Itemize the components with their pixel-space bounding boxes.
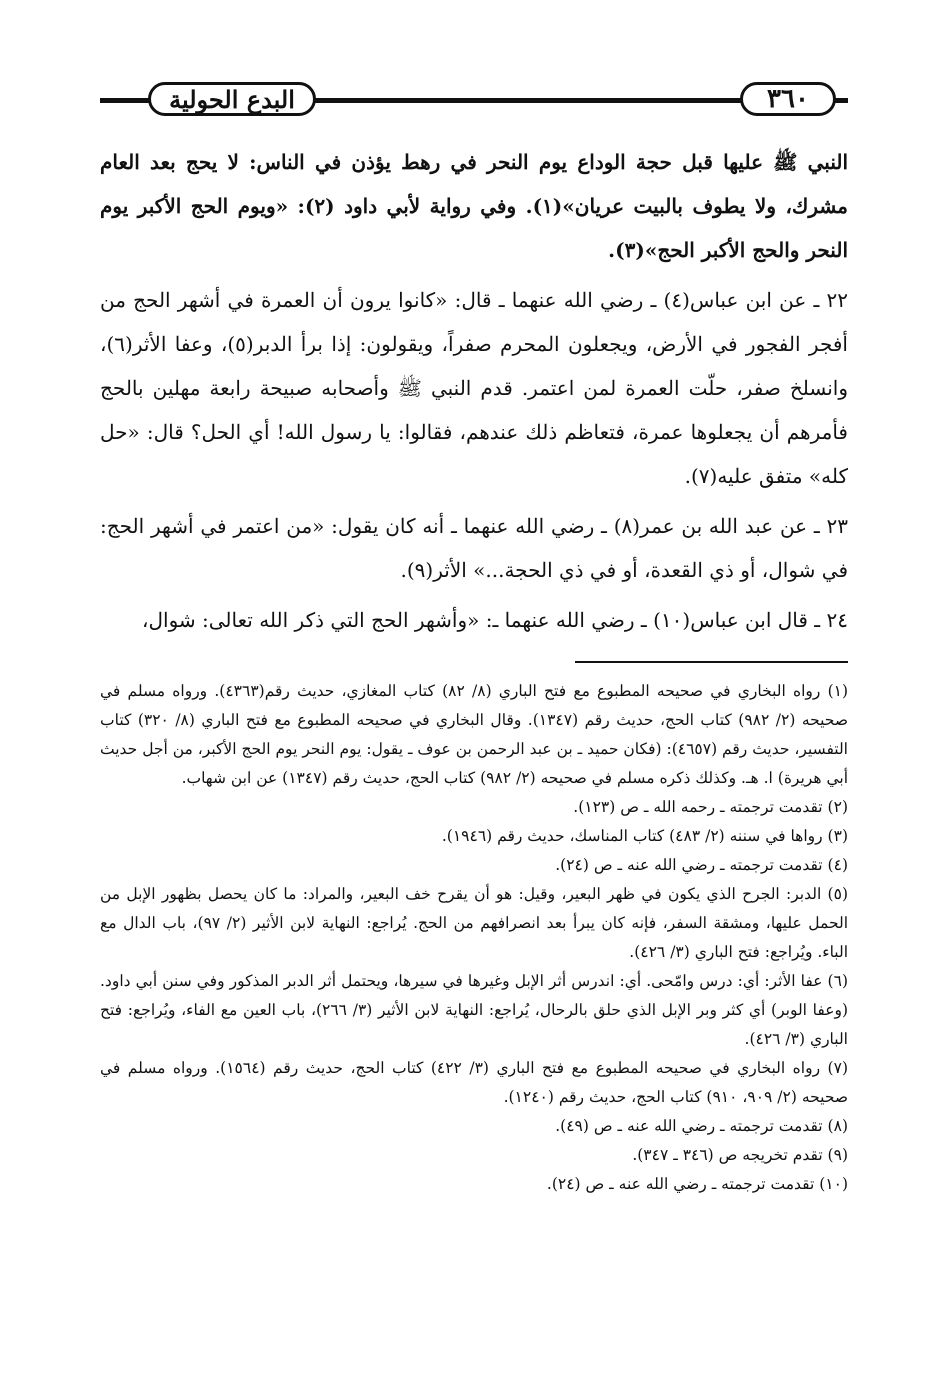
footnote-4: (٤) تقدمت ترجمته ـ رضي الله عنه ـ ص (٢٤).: [555, 856, 848, 874]
footnote-1: (١) رواه البخاري في صحيحه المطبوع مع فتح الباري (٨/ ٨٢) كتاب المغازي، حديث رقم(٤٣٦٣). ورواه مسلم في صحيحه (٢/ ٩٨٢) كتاب الحج، حديث رقم (١٣٤٧). وقال البخاري في صحيحه المطبوع مع فتح الباري (٨/ ٣٢٠) كتاب التفسير، حديث رقم (٤٦٥٧): (فكان حميد ـ بن عبد الرحمن بن عوف ـ يقول: يوم النحر يوم الحج الأكبر، من أجل حديث أبي هريرة) ا. هـ. وكذلك ذكره مسلم في صحيحه (٢/ ٩٨٢) كتاب الحج، حديث رقم (١٣٤٧) عن ابن شهاب.: [100, 682, 849, 787]
footnote-8: (٨) تقدمت ترجمته ـ رضي الله عنه ـ ص (٤٩).: [555, 1117, 848, 1135]
book-title: البدع الحولية: [148, 82, 316, 116]
paragraph-23: ٢٣ ـ عن عبد الله بن عمر(٨) ـ رضي الله عنهما ـ أنه كان يقول: «من اعتمر في أشهر الحج: في شوال، أو ذي القعدة، أو في ذي الحجة...» الأثر(٩).: [100, 514, 848, 582]
footnote-6: (٦) عفا الأثر: أي: درس وامّحى. أي: اندرس أثر الإبل وغيرها في سيرها، ويحتمل أثر الدبر المذكور وفي سنن أبي داود. (وعفا الوبر) أي كثر وبر الإبل الذي حلق بالرحال، يُراجع: النهاية لابن الأثير (٣/ ٢٦٦)، باب العين مع الفاء، ويُراجع: فتح الباري (٣/ ٤٢٦).: [100, 972, 849, 1048]
footnote-10: (١٠) تقدمت ترجمته ـ رضي الله عنه ـ ص (٢٤).: [546, 1175, 848, 1193]
footnote-2: (٢) تقدمت ترجمته ـ رحمه الله ـ ص (١٢٣).: [573, 798, 848, 816]
footnotes: [100, 677, 848, 1199]
footnote-3: (٣) رواها في سننه (٢/ ٤٨٣) كتاب المناسك، حديث رقم (١٩٤٦).: [441, 827, 848, 845]
page-number: ٣٦٠: [740, 82, 836, 116]
paragraph-continuation: النبي ﷺ عليها قبل حجة الوداع يوم النحر في رهط يؤذن في الناس: لا يحج بعد العام مشرك، ولا يطوف بالبيت عريان»(١). وفي رواية لأبي داود (٢): «ويوم الحج الأكبر يوم النحر والحج الأكبر الحج»(٣).: [100, 150, 848, 262]
footnote-separator: [575, 661, 848, 663]
running-header: [100, 80, 848, 122]
main-text: [100, 140, 848, 642]
paragraph-22: ٢٢ ـ عن ابن عباس(٤) ـ رضي الله عنهما ـ قال: «كانوا يرون أن العمرة في أشهر الحج من أفجر الفجور في الأرض، ويجعلون المحرم صفراً، ويقولون: إذا برأ الدبر(٥)، وعفا الأثر(٦)، وانسلخ صفر، حلّت العمرة لمن اعتمر. قدم النبي ﷺ وأصحابه صبيحة رابعة مهلين بالحج فأمرهم أن يجعلوها عمرة، فتعاظم ذلك عندهم، فقالوا: يا رسول الله! أي الحل؟ قال: «حل كله» متفق عليه(٧).: [100, 288, 849, 488]
paragraph-24: ٢٤ ـ قال ابن عباس(١٠) ـ رضي الله عنهما ـ: «وأشهر الحج التي ذكر الله تعالى: شوال،: [142, 608, 848, 632]
footnote-7: (٧) رواه البخاري في صحيحه المطبوع مع فتح الباري (٣/ ٤٢٢) كتاب الحج، حديث رقم (١٥٦٤). ورواه مسلم في صحيحه (٢/ ٩٠٩، ٩١٠) كتاب الحج، حديث رقم (١٢٤٠).: [100, 1059, 848, 1106]
footnote-5: (٥) الدبر: الجرح الذي يكون في ظهر البعير، وقيل: هو أن يقرح خف البعير، والمراد: ما كان يحصل بظهور الإبل من الحمل عليها، ومشقة السفر، فإنه كان يبرأ بعد انصرافهم من الحج. يُراجع: النهاية لابن الأثير (٢/ ٩٧)، باب الدال مع الباء. ويُراجع: فتح الباري (٣/ ٤٢٦).: [100, 885, 849, 961]
footnote-9: (٩) تقدم تخريجه ص (٣٤٦ ـ ٣٤٧).: [632, 1146, 848, 1164]
